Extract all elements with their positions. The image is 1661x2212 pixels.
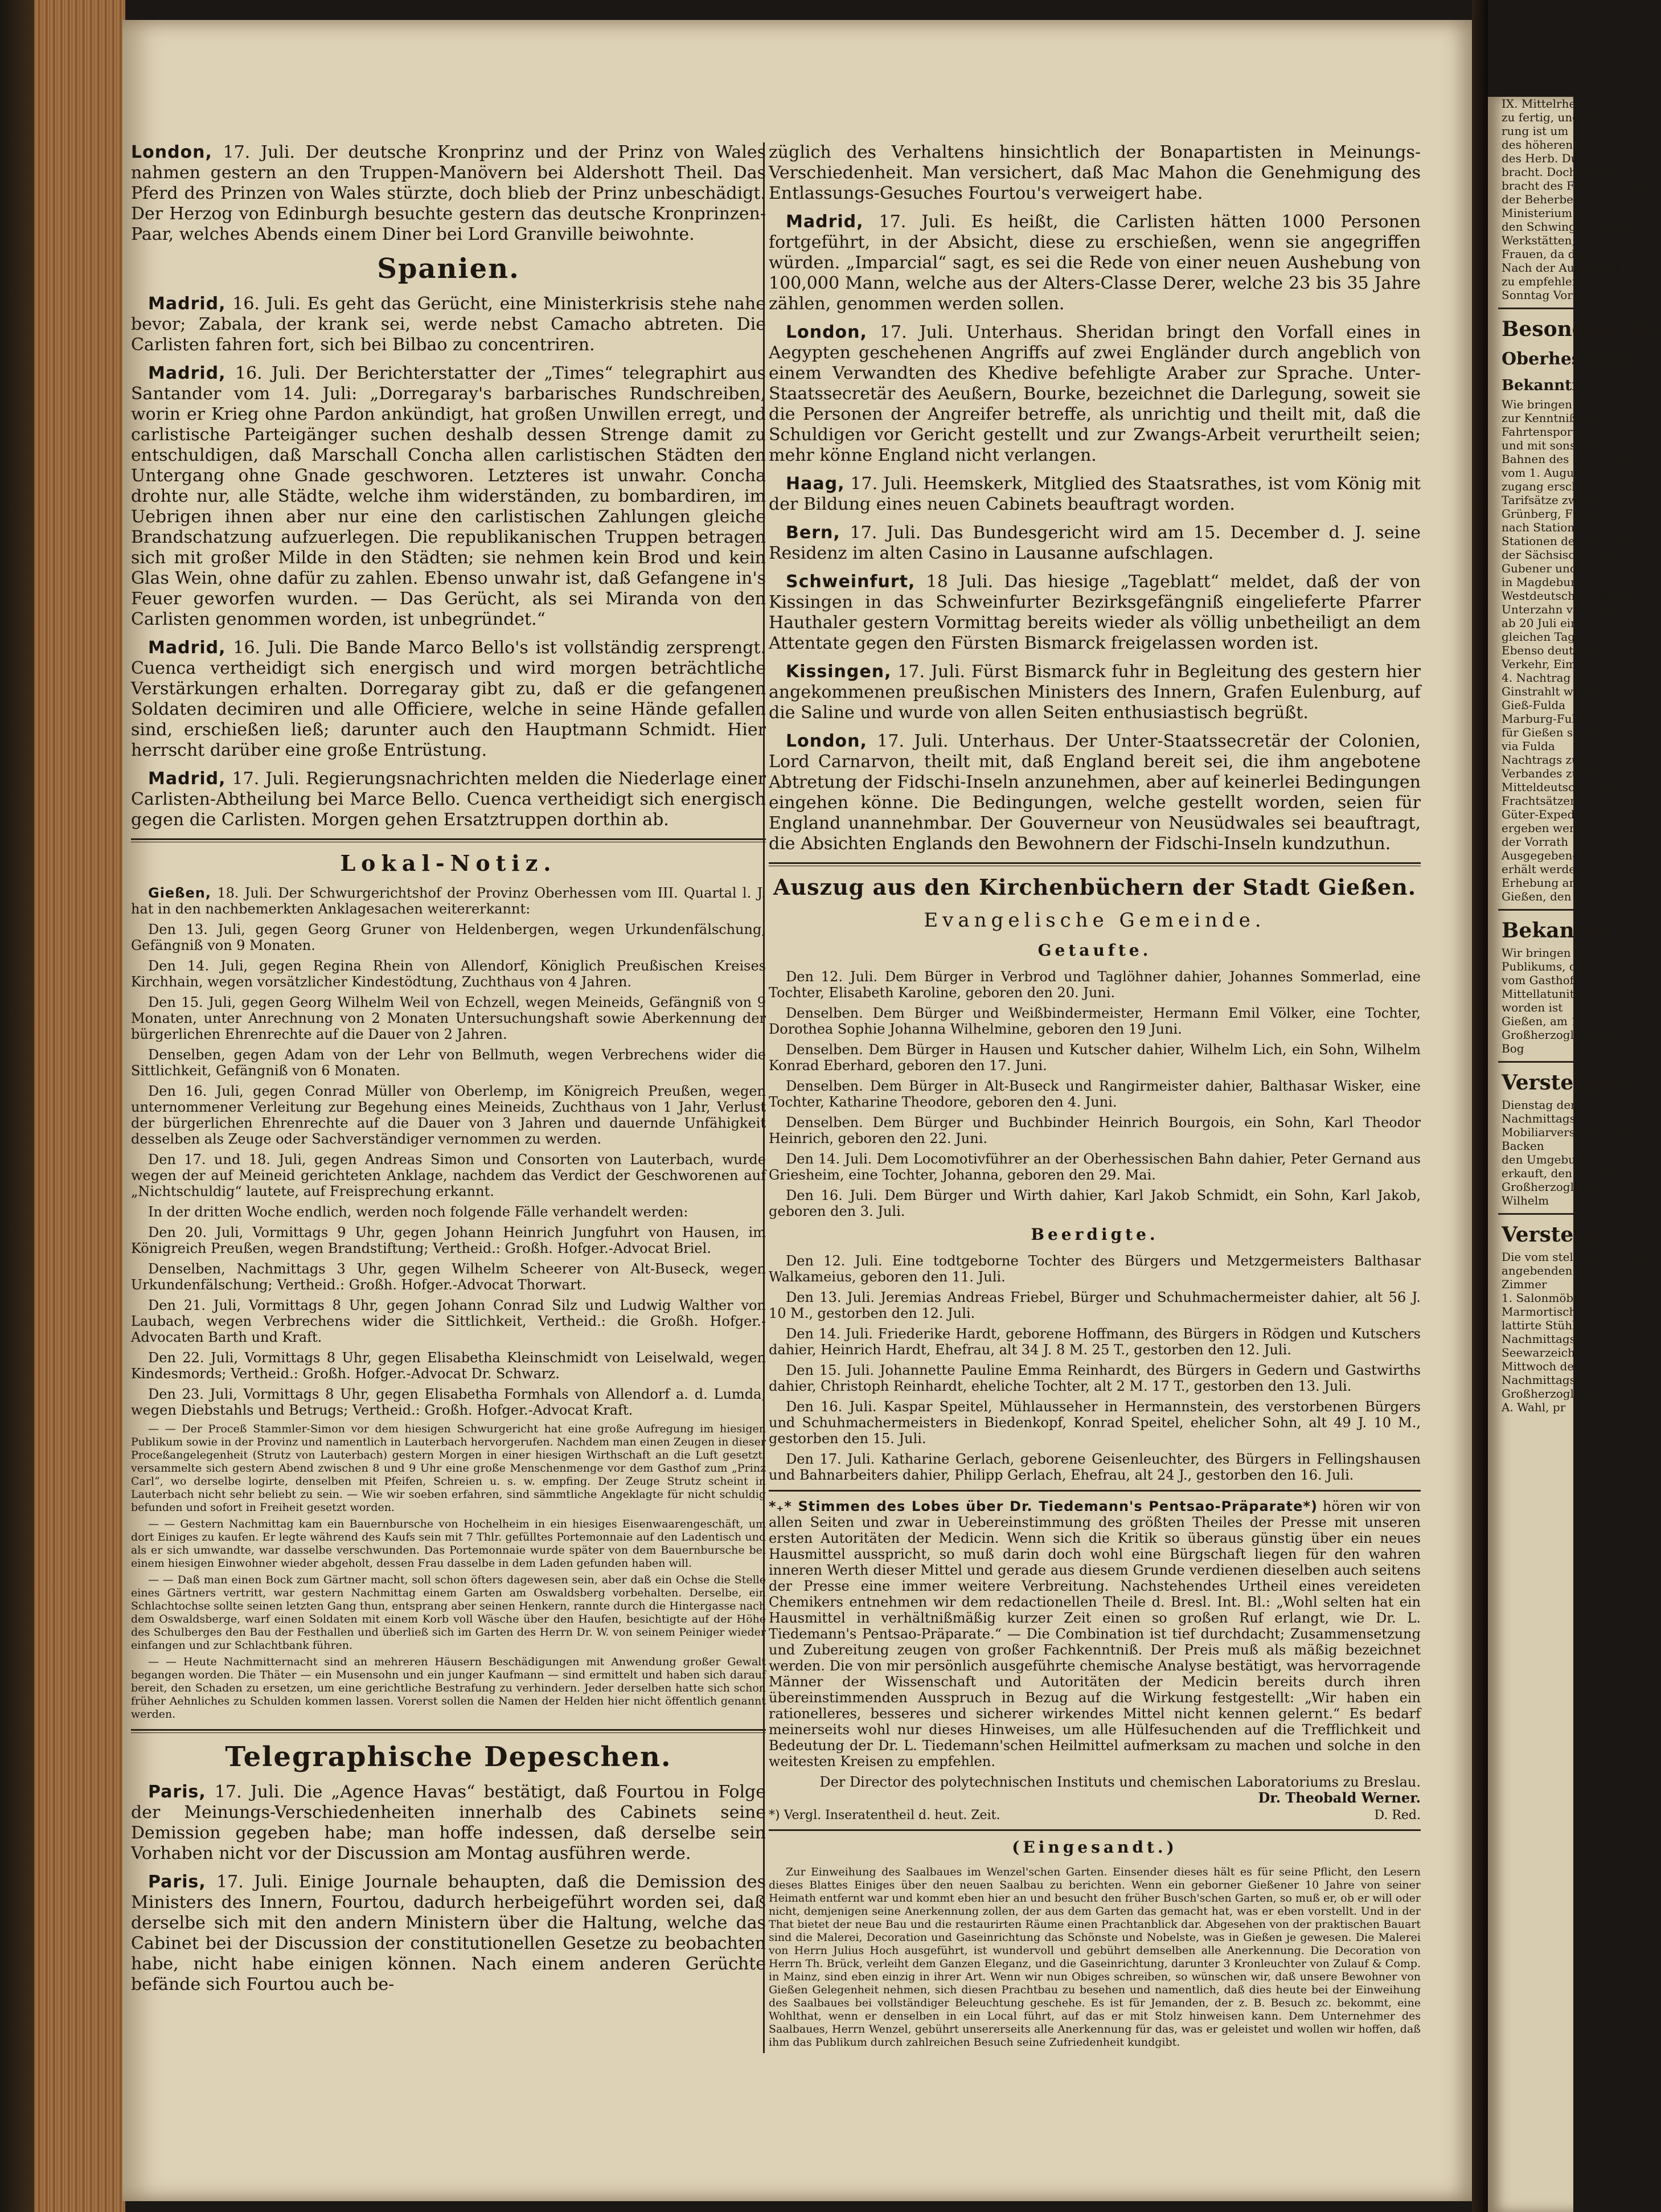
dateline: Madrid, [786, 212, 864, 232]
fragment-line: zu empfehlen [1502, 275, 1580, 288]
fragment-line: Grünberg, Fulda [1502, 507, 1598, 521]
next-page-fragment [1488, 97, 1661, 2212]
fragment-line: Erhebung am 1 [1502, 876, 1591, 890]
lokal-entry: In der dritten Woche endlich, werden noch folgende Fälle verhandelt werden: [148, 1204, 688, 1220]
fragment-heading: Bekanntr [1502, 919, 1610, 943]
lokal-entry: — — Heute Nachmitternacht sind an mehreren Häusern Beschädigungen mit Anwendung großer Gewalt begangen worden. Die Thäter — ein Musensohn und ein junger Kaufmann — sind ermittelt und haben sich darauf bereit, den Schaden zu ersetzen, um eine gerichtliche Bestrafung zu verhindern. Jeder derselben hatte sich schon früher Aehnliches zu Schulden kommen lassen. Vorerst sollen die Namen der Helden hier nicht öffentlich genannt werden. [131, 1656, 766, 1721]
article-text: hören wir von allen Seiten und zwar in Uebereinstimmung des größten Theiles der Presse mit unseren ersten Autoritäten der Medicin. Wenn sich die Kritik so überaus günstig über ein neues Hausmittel ausspricht, so muß darin doch wohl eine Bürgschaft liegen für den wahren inneren Werth dieser Mittel und gerade aus diesem Grunde verdienen dieselben auch seitens der Presse eine immer weitere Verbreitung. Nachstehendes Urtheil eines vereideten Chemikers entnehmen wir dem redactionellen Theile d. Bresl. Int. Bl.: „Wohl selten hat ein Hausmittel in verhältnißmäßig kurzer Zeit einen so großen Ruf erlangt, wie Dr. L. Tiedemann's Pentsao-Präparate.“ — Die Combination ist tief durchdacht; Zusammensetzung und Zubereitung zeugen von großer Fachkenntniß. Der Preis muß als mäßig bezeichnet werden. Die von mir persönlich ausgeführte chemische Analyse bestätigt, was hervorragende Männer der Wissenschaft und Autoritäten der Medicin bereits durch ihren übereinstimmenden Ausspruch in Bezug auf die Wirkung festgestellt: „Wir haben ein rationelleres, besseres und sicherer wirkendes Mittel nicht kennen gelernt.“ Es bedarf meinerseits wohl nur dieses Hinweises, um alle Hülfesuchenden auf die Trefflichkeit und Bedeutung der Dr. L. Tiedemann'schen Heilmittel aufmerksam zu machen und solche in den weitesten Kreisen zu empfehlen. [769, 1498, 1421, 1769]
getaufte-list [769, 969, 1421, 1219]
fragment-line: des Herb. Durch [1502, 151, 1598, 165]
telegram [769, 662, 1421, 723]
fragment-divider [1498, 1213, 1573, 1215]
fragment-line: Nachmittags [1502, 1112, 1576, 1125]
fragment-line: via Fulda [1502, 739, 1555, 753]
next-page-top [1488, 97, 1659, 302]
fragment-line: bracht. Doch Vortreb [1502, 165, 1624, 179]
fragment-line: A. Wahl, pr [1502, 1400, 1566, 1414]
fragment-line: Güter-Expeditionen [1502, 808, 1615, 821]
register-entry: Den 12. Juli. Eine todtgeborne Tochter des Bürgers und Metzgermeisters Balthasar Walkameius, geboren den 11. Juli. [769, 1253, 1421, 1285]
register-entry: Den 16. Juli. Kaspar Speitel, Mühlausseher in Hermannstein, des verstorbenen Bürgers und Schuhmachermeisters in Biedenkopf, Konrad Speitel, ehelicher Sohn, alt 49 J. 10 M., gestorben den 15. Juli. [769, 1399, 1421, 1447]
next-page-mid [1488, 398, 1646, 903]
fragment-heading: Versteige [1502, 1223, 1609, 1247]
lokal-entry: Denselben, gegen Adam von der Lehr von Bellmuth, wegen Verbrechens wider die Sittlichkeit, Gefängniß von 6 Monaten. [131, 1047, 766, 1079]
section-divider [131, 1729, 766, 1733]
left-column [131, 142, 766, 2003]
lokal-entry: Den 23. Juli, Vormittags 8 Uhr, gegen Elisabetha Formhals von Allendorf a. d. Lumda, wegen Diebstahls und Betrugs; Vertheid.: Großh. Hofger.-Advocat Kraft. [131, 1386, 766, 1418]
fragment-line: Stationen der Werra-Ba [1502, 534, 1638, 548]
stimmen-des-lobes [769, 1498, 1421, 1822]
article-text: 17. Juli. Das Bundesgericht wird am 15. December d. J. seine Residenz im alten Casino in Lausanne aufschlagen. [769, 523, 1421, 563]
section-heading-kirchenbuecher: Auszug aus den Kirchenbüchern der Stadt Gießen. [773, 874, 1416, 900]
signature-title: Der Director des polytechnischen Instituts und chemischen Laboratoriums zu Breslau. [819, 1774, 1421, 1790]
dateline: Madrid, [148, 363, 226, 383]
fragment-line: Fahrtensport von Gütern [1502, 425, 1646, 439]
fragment-line: Mittellatunit [1502, 987, 1574, 1001]
dateline: Madrid, [148, 294, 226, 314]
article-text: 17. Juli. Regierungsnachrichten melden die Niederlage einer Carlisten-Abtheilung bei Marce Bello. Cuenca vertheidigt sich energisch gegen die Carlisten. Morgen gehen Ersatztruppen dorthin ab. [131, 769, 766, 830]
lokal-entry: Den 20. Juli, Vormittags 9 Uhr, gegen Johann Heinrich Jungfuhrt von Hausen, im Königreich Preußen, wegen Brandstiftung; Vertheid.: Großh. Hofger.-Advocat Briel. [131, 1224, 766, 1256]
dateline: Bern, [786, 523, 840, 543]
fragment-line: Backen [1502, 1139, 1544, 1153]
newspaper-page [122, 20, 1472, 2201]
fragment-line: Nachmittags [1502, 1332, 1576, 1346]
lokal-entry: Denselben, Nachmittags 3 Uhr, gegen Wilhelm Scheerer von Alt-Buseck, wegen Urkundenfälschung; Vertheid.: Großh. Hofger.-Advocat Thorwart. [131, 1261, 766, 1293]
section-divider [769, 1490, 1421, 1492]
register-entry: Den 17. Juli. Katharine Gerlach, geborene Geisenleuchter, des Bürgers in Fellingshausen und Bahnarbeiters dahier, Philipp Gerlach, Ehefrau, alt 24 J., gestorben den 16. Juli. [769, 1451, 1421, 1483]
fragment-line: Mobiliarversteigerung [1502, 1125, 1631, 1139]
fragment-heading: Besondere Be [1502, 317, 1661, 341]
fragment-line: und mit sonstigen Ge [1502, 439, 1625, 452]
fragment-line: 4. Nachtrag [1502, 671, 1571, 685]
fragment-line: Verbandes zu diesem [1502, 767, 1624, 780]
dateline: Paris, [148, 1782, 206, 1802]
fragment-line: gleichen Tage an [1502, 630, 1600, 644]
section-heading-eingesandt: (Eingesandt.) [1012, 1838, 1178, 1857]
section-divider [131, 838, 766, 842]
fragment-divider [1498, 1061, 1573, 1063]
fragment-line: Gubener und Wallan [1502, 562, 1620, 575]
fragment-line: des höheren [1502, 138, 1573, 151]
next-page-end [1488, 1098, 1631, 1207]
section-heading-telegraph: Telegraphische Depeschen. [225, 1741, 672, 1773]
article-text: 17. Juli. Es heißt, die Carlisten hätten 1000 Personen fortgeführt, in der Absicht, diese zu erschießen, wenn sie angegriffen würden. „Imparcial“ sagt, es sei die Rede von einer neuen Aushebung von 100,000 Mann, welche aus der Alters-Classe Derer, welche 23 bis 35 Jahre zählen, genommen werden sollen. [769, 212, 1421, 314]
fragment-line: lattirte Stühle [1502, 1318, 1583, 1332]
lokal-entry: Den 13. Juli, gegen Georg Gruner von Heldenbergen, wegen Urkundenfälschung, Gefängniß von 9 Monaten. [131, 921, 766, 953]
dateline: London, [131, 142, 212, 162]
next-page-last [1488, 1250, 1656, 1414]
fragment-line: Ginstrahlt welche [1502, 685, 1604, 698]
fragment-line: ab 20 Juli eine [1502, 616, 1585, 630]
dateline: Haag, [786, 474, 845, 494]
fragment-line: Nachtrags zu den [1502, 753, 1604, 767]
dateline: London, [786, 731, 867, 751]
subheading-evangelisch: Evangelische Gemeinde. [924, 909, 1266, 932]
article-text: 17. Juli. Einige Journale behaupten, daß die Demission des Ministers des Innern, Fourtou, dadurch herbeigeführt worden sei, daß derselbe sich mit den andern Ministern über die Haltung, welche das Cabinet bei der Discussion der constitutionellen Gesetze zu beobachten habe, nicht habe einigen können. Nach einem anderen Gerüchte befände sich Fourtou auch be- [131, 1872, 766, 1994]
article-text: 18. Juli. Der Schwurgerichtshof der Provinz Oberhessen vom III. Quartal l. J. hat in den nachbemerkten Anklagesachen weitererkannt: [131, 885, 766, 917]
article-madrid-4 [131, 769, 766, 830]
fragment-line: Gieß-Fulda [1502, 698, 1566, 712]
article-text: 17. Juli. Unterhaus. Der Unter-Staatssecretär der Colonien, Lord Carnarvon, theilt mit, daß England bereit sei, die ihm angebotene Abtretung der Fidschi-Inseln anzunehmen, aber auf keinerlei Bedingungen eingehen könne. Die Bedingungen, welche gestellt worden, seien für England unannehmbar. Der Gouverneur von Neusüdwales sei beauftragt, die Absichten Englands den Bewohnern der Fidschi-Inseln kundzuthun. [769, 731, 1421, 854]
register-entry: Denselben. Dem Bürger und Buchbinder Heinrich Bourgois, ein Sohn, Karl Theodor Heinrich, geboren den 22. Juni. [769, 1115, 1421, 1146]
subheading-getaufte: Getaufte. [1037, 941, 1152, 960]
section-divider [769, 862, 1421, 866]
fragment-line: zur Kenntniß, daß [1502, 411, 1606, 425]
next-page-low [1488, 946, 1637, 1055]
telegram [769, 731, 1421, 854]
dateline: London, [786, 322, 867, 342]
register-entry: Denselben. Dem Bürger und Weißbindermeister, Hermann Emil Völker, eine Tochter, Dorothea Sophie Johanna Wilhelmine, geboren den 19 Juni. [769, 1005, 1421, 1037]
book-gutter [1472, 0, 1488, 2212]
section-divider [769, 1829, 1421, 1831]
fragment-line: Gießen, am 18 [1502, 1014, 1586, 1028]
article-text: 16. Juli. Der Berichterstatter der „Times“ telegraphirt aus Santander vom 14. Juli: „Dorregaray's barbarisches Rundschreiben, worin er Krieg ohne Pardon ankündigt, hat großen Unwillen erregt, und carlistische Parteigänger suchen deshalb dessen Strenge damit zu entschuldigen, daß Marschall Concha allen carlistischen Städten den Untergang ohne Gnade geschworen. Letzteres ist unwahr. Concha drohte nur, alle Städte, welche ihm widerständen, zu bombardiren, im Uebrigen ihnen aber nur eine den carlistischen Zahlungen gleiche Brandschatzung aufzuerlegen. Die republikanischen Truppen betragen sich mit großer Milde in den Städten; sie nehmen kein Brod und kein Glas Wein, ohne dafür zu zahlen. Ebenso unwahr ist, daß Gefangene in's Feuer geworfen wurden. — Das Gerücht, als sei Miranda von den Carlisten genommen worden, ist unbegründet.“ [131, 363, 766, 629]
fragment-line: Seewarzeichnet [1502, 1346, 1594, 1359]
fragment-line: Marburg-Fulda [1502, 712, 1590, 726]
eingesandt-text: Zur Einweihung des Saalbaues im Wenzel'schen Garten. Einsender dieses hält es für seine Pflicht, den Lesern dieses Blattes Einiges über den neuen Saalbau zu berichten. Wenn ein geborner Gießener 10 Jahre von seiner Heimath entfernt war und kommt eben hier an und besucht den früher Busch'schen Garten, so muß er, ob er will oder nicht, demjenigen seine Anerkennung zollen, der aus dem Garten das gemacht hat, was er eben vorstellt. Und in der That bietet der neue Bau und die restaurirten Räume einen Prachtanblick dar. Abgesehen von der praktischen Bauart sind die Malerei, Decoration und Gaseinrichtung das Schönste und Nobelste, was in Gießen je gewesen. Die Malerei von Herrn Julius Hoch ausgeführt, ist wundervoll und gebührt demselben alle Anerkennung. Die Decoration von Herrn Th. Brück, verleiht dem Ganzen Eleganz, und die Gaseinrichtung, darunter 3 Kronleuchter von Zulauf & Comp. in Mainz, sind eben einzig in ihrer Art. Wenn wir nun Obiges schreiben, so wünschen wir, daß unsere Bewohner von Gießen Gelegenheit nehmen, sich diesen Prachtbau zu besehen und namentlich, daß dies heute bei der Einweihung des Saalbaues bei vollständiger Beleuchtung geschehe. Es ist für Jemanden, der z. B. Besuch zc. bekommt, eine Wohlthat, wenn er denselben in ein Local führt, auf das er mit Stolz hinweisen kann. Dem Unternehmer des Saalbaues, Herrn Wenzel, gebührt unsererseits alle Anerkennung für das, was er geleistet und wollen wir hoffen, daß ihm das Publikum durch zahlreichen Besuch seine Zufriedenheit kundgibt. [769, 1866, 1421, 2049]
register-entry: Denselben. Dem Bürger in Alt-Buseck und Rangirmeister dahier, Balthasar Wisker, eine Tochter, Katharine Theodore, geboren den 4. Juni. [769, 1078, 1421, 1110]
fragment-line: ergeben werden [1502, 821, 1596, 835]
fragment-line: Großherzogliche Ort [1502, 1180, 1621, 1194]
article-madrid-2 [131, 363, 766, 630]
right-column [769, 142, 1421, 2053]
spanien-articles [131, 294, 766, 830]
fragment-heading: Oberhessische [1502, 349, 1641, 369]
article-text: 17. Juli. Der deutsche Kronprinz und der Prinz von Wales nahmen gestern an den Truppen-Manövern bei Aldershott Theil. Das Pferd des Prinzen von Wales stürzte, doch blieb der Prinz unbeschädigt. Der Herzog von Edinburgh besuchte gestern das deutsche Kronprinzen-Paar, welches Abends einem Diner bei Lord Granville beiwohnte. [131, 142, 766, 244]
register-entry: Den 16. Juli. Dem Bürger und Wirth dahier, Karl Jakob Schmidt, ein Sohn, Karl Jakob, geboren den 3. Juli. [769, 1187, 1421, 1219]
telegram [769, 523, 1421, 564]
fragment-divider [1498, 308, 1573, 309]
fragment-line: zu fertig, und find b [1502, 110, 1617, 124]
fragment-line: der Beherbergung der [1502, 192, 1631, 206]
fragment-line: erhält werden [1502, 862, 1584, 876]
fragment-line: Wilhelm [1502, 1194, 1549, 1207]
telegram [769, 212, 1421, 314]
fragment-line: Frauen, da die Verbote [1502, 247, 1634, 261]
book-page-edges [34, 0, 125, 2212]
fragment-line: 1. Salonmöbel [1502, 1291, 1584, 1305]
lokal-entry: Den 14. Juli, gegen Regina Rhein von Allendorf, Königlich Preußischen Kreises Kirchhain, wegen vorsätzlicher Kindestödtung, Zuchthaus von 4 Jahren. [131, 958, 766, 990]
dateline: Madrid, [148, 638, 226, 658]
signature-name: Dr. Theobald Werner. [1258, 1789, 1421, 1806]
article-text: 18 Juli. Das hiesige „Tageblatt“ meldet, daß der von Kissingen in das Schweinfurter Bezirksgefängniß eingelieferte Pfarrer Hauthaler gestern Vormittag bereits wieder als völlig unbetheiligt an dem Attentate gegen den Fürsten Bismarck freigelassen worden ist. [769, 572, 1421, 653]
register-entry: Den 13. Juli. Jeremias Andreas Friebel, Bürger und Schuhmachermeister dahier, alt 56 J. 10 M., gestorben den 12. Juli. [769, 1289, 1421, 1321]
fragment-line: nach Stationen [1502, 521, 1589, 534]
fragment-line: bracht des Fremden und [1502, 179, 1644, 192]
fragment-line: Marmortisch [1502, 1305, 1577, 1318]
register-entry: Den 14. Juli. Friederike Hardt, geborene Hoffmann, des Bürgers in Rödgen und Kutschers dahier, Heinrich Hardt, Ehefrau, alt 34 J. 8 M. 25 T., gestorben den 12. Juli. [769, 1326, 1421, 1358]
fragment-heading: Bekanntm [1502, 377, 1588, 394]
fragment-line: Wie bringen [1502, 398, 1572, 411]
fragment-line: Großherzogliche [1502, 1387, 1598, 1400]
article-text: 16. Juli. Es geht das Gerücht, eine Ministerkrisis stehe nahe bevor; Zabala, der krank sei, werde nebst Camacho abtreten. Die Carlisten fahren fort, sich bei Bilbao zu concentriren. [131, 294, 766, 355]
fragment-line: den Schwingern Wenzel [1502, 220, 1641, 234]
article-text: 17. Juli. Heemskerk, Mitglied des Staatsrathes, ist vom König mit der Bildung eines neuen Cabinets beauftragt worden. [769, 474, 1421, 514]
fragment-line: angebenden der Oe [1502, 1264, 1615, 1277]
lokal-entry: — — Daß man einen Bock zum Gärtner macht, soll schon öfters dagewesen sein, aber daß ein Ochse die Stelle eines Gärtners vertritt, war gestern Nachmittag einem Garten am Oswaldsberg vorbehalten. Derselbe, ein Schlachtochse sollte seinen letzten Gang thun, entsprang aber seinen Henkern, rannte durch die Hintergasse nach dem Oswaldsberge, warf einen Soldaten mit einem Korb voll Wäsche über den Haufen, besichtigte auf der Höhe des Schulberges den Bau der Festhallen und überließ sich im Garten des Herrn Dr. W. von seinem Peiniger wieder einfangen und zur Schlachtbank führen. [131, 1574, 766, 1652]
advert-text [769, 1498, 1421, 1769]
fragment-heading: Versteigen [1502, 1071, 1624, 1095]
article-text: 16. Juli. Die Bande Marco Bello's ist vollständig zersprengt. Cuenca vertheidigt sich energisch und wird morgen beträchtliche Verstärkungen erhalten. Dorregaray gibt zu, daß er die gefangenen Soldaten decimiren und alle Officiere, welche in seine Hände gefallen sind, erschießen ließ; darunter auch den Hauptmann Schmidt. Hier herrscht darüber eine große Entrüstung. [131, 638, 766, 760]
fragment-line: zugang erschienen [1502, 480, 1611, 493]
fragment-line: Ebenso deutsche [1502, 644, 1600, 657]
fragment-line: Die vom stellvertretendem [1502, 1250, 1656, 1264]
article-text: 17. Juli. Fürst Bismarck fuhr in Begleitung des gestern hier angekommenen preußischen Ministers des Innern, Grafen Eulenburg, auf die Saline und wurde von allen Seiten enthusiastisch begrüßt. [769, 662, 1421, 723]
fragment-line: Nach der Aufenthalt in [1502, 261, 1634, 275]
lokal-entry: Den 17. und 18. Juli, gegen Andreas Simon und Consorten von Lauterbach, wurde wegen der auf Meineid gerichteten Anklage, nachdem das Verdict der Geschworenen auf „Nichtschuldig“ lautete, auf Freisprechung erkannt. [131, 1152, 766, 1199]
fragment-line: Westdeutsche und der B [1502, 589, 1643, 603]
fragment-line: Mittwoch den [1502, 1359, 1582, 1373]
article-london [131, 142, 766, 245]
fragment-line: den Umgebung [1502, 1153, 1590, 1166]
article-madrid-1 [131, 294, 766, 355]
fragment-line: Wir bringen zur [1502, 946, 1594, 960]
fragment-line: der Sächsischen Staats- [1502, 548, 1640, 562]
telegram [769, 474, 1421, 515]
article-paris-2 [131, 1872, 766, 1995]
lokal-entry: Den 21. Juli, Vormittags 8 Uhr, gegen Johann Conrad Silz und Ludwig Walther von Laubach, wegen Verbrechens wider die Sittlichkeit, Vertheid.: die Großh. Hofger.-Advocaten Barth und Kraft. [131, 1297, 766, 1345]
article-text: 17. Juli. Die „Agence Havas“ bestätigt, daß Fourtou in Folge der Meinungs-Verschiedenheiten innerhalb des Cabinets seine Demission gegeben habe; man hoffe indessen, daß derselbe sein Vorhaben nicht vor der Discussion am Montag ausführen werde. [131, 1782, 766, 1863]
fragment-line: Tarifsätze zwischen [1502, 493, 1615, 507]
fragment-line: erkauft, den 18. Juli [1502, 1166, 1617, 1180]
section-heading-spanien: Spanien. [377, 253, 520, 285]
article-paris-1 [131, 1782, 766, 1864]
fragment-line: vom Gasthof [1502, 973, 1574, 987]
dateline: Schweinfurt, [786, 572, 916, 592]
fragment-line: Ministerium zu der nur erg [1502, 206, 1659, 220]
register-entry: Den 12. Juli. Dem Bürger in Verbrod und Taglöhner dahier, Johannes Sommerlad, eine Tochter, Elisabeth Karoline, geboren den 20. Juni. [769, 969, 1421, 1001]
fragment-line: der Vorrath [1502, 835, 1569, 849]
fragment-line: Publikums, daß [1502, 960, 1591, 973]
fragment-line: Bog [1502, 1042, 1524, 1055]
fragment-line: Nachmittags [1502, 1373, 1576, 1387]
fragment-line: Unterzahn via Fulda [1502, 603, 1620, 616]
fragment-line: in Magdeburg-Leipzig [1502, 575, 1630, 589]
dateline: Madrid, [148, 769, 226, 789]
article-text: 17. Juli. Unterhaus. Sheridan bringt den Vorfall eines in Aegypten geschehenen Angriffs auf zwei Engländer durch angeblich von einem Verwandten des Khedive befehligte Araber zur Sprache. Unter-Staatssecretär des Aeußern, Bourke, bezeichnet die Darlegung, soweit sie die Personen der Angreifer betreffe, als unrichtig und theilt mit, daß die Schuldigen vor Gericht gestellt und zur Zwangs-Arbeit verurtheilt seien; mehr könne England nicht verlangen. [769, 322, 1421, 465]
fragment-line: Großherzogliche Bürge [1502, 1028, 1637, 1042]
lokal-entry: Den 16. Juli, gegen Conrad Müller von Oberlemp, im Königreich Preußen, wegen unternommener Verleitung zur Begehung eines Meineids, Zuchthaus von 1 Jahr, Verlust der bürgerlichen Ehrenrechte auf die Dauer von 3 Jahren und dauernde Unfähigkeit desselben als Zeuge oder Sachverständiger vernommen zu werden. [131, 1083, 766, 1147]
register-entry: Den 14. Juli. Dem Locomotivführer an der Oberhessischen Bahn dahier, Peter Gernand aus Griesheim, eine Tochter, Johanna, geboren den 29. Mai. [769, 1151, 1421, 1183]
advert-title: *₊* Stimmen des Lobes über Dr. Tiedemann's Pentsao-Präparate*) [769, 1498, 1318, 1514]
lokal-entry: — — Der Proceß Stammler-Simon vor dem hiesigen Schwurgericht hat eine große Aufregung im hiesigen Publikum sowie in der Provinz und namentlich in Lauterbach hervorgerufen. Nachdem man einen Zeugen in dieser Proceßangelegenheit (Strutz von Lauterbach) gestern Morgen in einer hiesigen Wirthschaft an die Luft gesetzt, versammelte sich gestern Abend zwischen 8 und 9 Uhr eine große Menschenmenge vor dem Gasthof zum „Prinz Carl“, wo derselbe logirte, denselben mit Pfeifen, Schreien u. s. w. empfing. Der Zeuge Strutz scheint in Lauterbach nicht sehr beliebt zu sein. — Wie wir soeben erfahren, sind sämmtliche Angeklagte für nicht schuldig befunden und sofort in Freiheit gesetzt worden. [131, 1423, 766, 1514]
lokal-entry: — — Gestern Nachmittag kam ein Bauernbursche von Hochelheim in ein hiesiges Eisenwaarengeschäft, um dort Einiges zu kaufen. Er legte während des Kaufs sein mit 7 Thlr. gefülltes Portemonnaie auf den Ladentisch und als er sich umwandte, war dasselbe verschwunden. Das Portemonnaie wurde später von dem Bauernbursche bei einem hiesigen Einwohner wieder abgeholt, dessen Frau dasselbe in dem Laden gefunden haben will. [131, 1518, 766, 1570]
dateline: Kissingen, [786, 662, 892, 682]
fragment-line: Zimmer [1502, 1277, 1547, 1291]
article-madrid-3 [131, 638, 766, 761]
book-spine-shadow [0, 0, 34, 2212]
fragment-line: worden ist [1502, 1001, 1563, 1014]
register-entry: Den 15. Juli. Johannette Pauline Emma Reinhardt, des Bürgers in Gedern und Gastwirths dahier, Christoph Reinhardt, eheliche Tochter, alt 2 M. 17 T., gestorben den 13. Juli. [769, 1362, 1421, 1394]
telegram [769, 322, 1421, 466]
article-continuation: züglich des Verhaltens hinsichtlich der Bonapartisten in Meinungs-Verschiedenheit. Man versichert, daß Mac Mahon die Genehmigung des Entlassungs-Gesuches Fourtou's verweigert habe. [769, 142, 1421, 203]
fragment-line: Frachtsätzen Verzahlt [1502, 794, 1629, 808]
fragment-line: Verkehr, Eimich [1502, 657, 1594, 671]
fragment-line: Dienstag den [1502, 1098, 1578, 1112]
fragment-line: Gießen, den 18. Juli [1502, 890, 1616, 903]
lokal-entry: Den 15. Juli, gegen Georg Wilhelm Weil von Echzell, wegen Meineids, Gefängniß von 9 Monaten, unter Anrechnung von 2 Monaten Untersuchungshaft sowie Aberkennung der bürgerlichen Ehrenrechte auf die Dauer von 2 Jahren. [131, 994, 766, 1042]
fragment-line: Werkstätten, wie es in den [1502, 234, 1655, 247]
fragment-line: Bahnen des Mitteldeut [1502, 452, 1634, 466]
fragment-line: für Gießen sind die [1502, 726, 1613, 739]
footnote [769, 1808, 1421, 1822]
fragment-line: vom 1. August [1502, 466, 1585, 480]
beerdigte-list [769, 1253, 1421, 1483]
register-entry: Denselben. Dem Bürger in Hausen und Kutscher dahier, Wilhelm Lich, ein Sohn, Wilhelm Konrad Eberhard, geboren den 17. Juni. [769, 1042, 1421, 1074]
telegram [769, 572, 1421, 654]
fragment-line: Sonntag Vormittag [1502, 288, 1610, 302]
fragment-divider [1498, 909, 1573, 911]
footnote-text: *) Vergl. Inseratentheil d. heut. Zeit. [769, 1808, 1000, 1822]
fragment-line: Mitteldeutschen Verbar [1502, 780, 1639, 794]
lokal-intro [131, 885, 766, 917]
fragment-line: Ausgegebenen und [1502, 849, 1613, 862]
fragment-line: rung ist um 10, [1502, 124, 1590, 138]
lokal-entry: Den 22. Juli, Vormittags 8 Uhr, gegen Elisabetha Kleinschmidt von Leiselwald, wegen Kindesmords; Vertheid.: Großh. Hofger.-Advocat Dr. Schwarz. [131, 1350, 766, 1382]
subheading-beerdigte: Beerdigte. [1031, 1225, 1159, 1244]
fragment-line: IX. Mittelrhein [1502, 97, 1587, 110]
section-heading-lokal: Lokal-Notiz. [340, 850, 557, 876]
dateline: Paris, [148, 1872, 206, 1892]
dateline: Gießen, [148, 885, 211, 901]
footnote-signature: D. Red. [1374, 1808, 1421, 1822]
lokal-notiz [131, 885, 766, 1721]
